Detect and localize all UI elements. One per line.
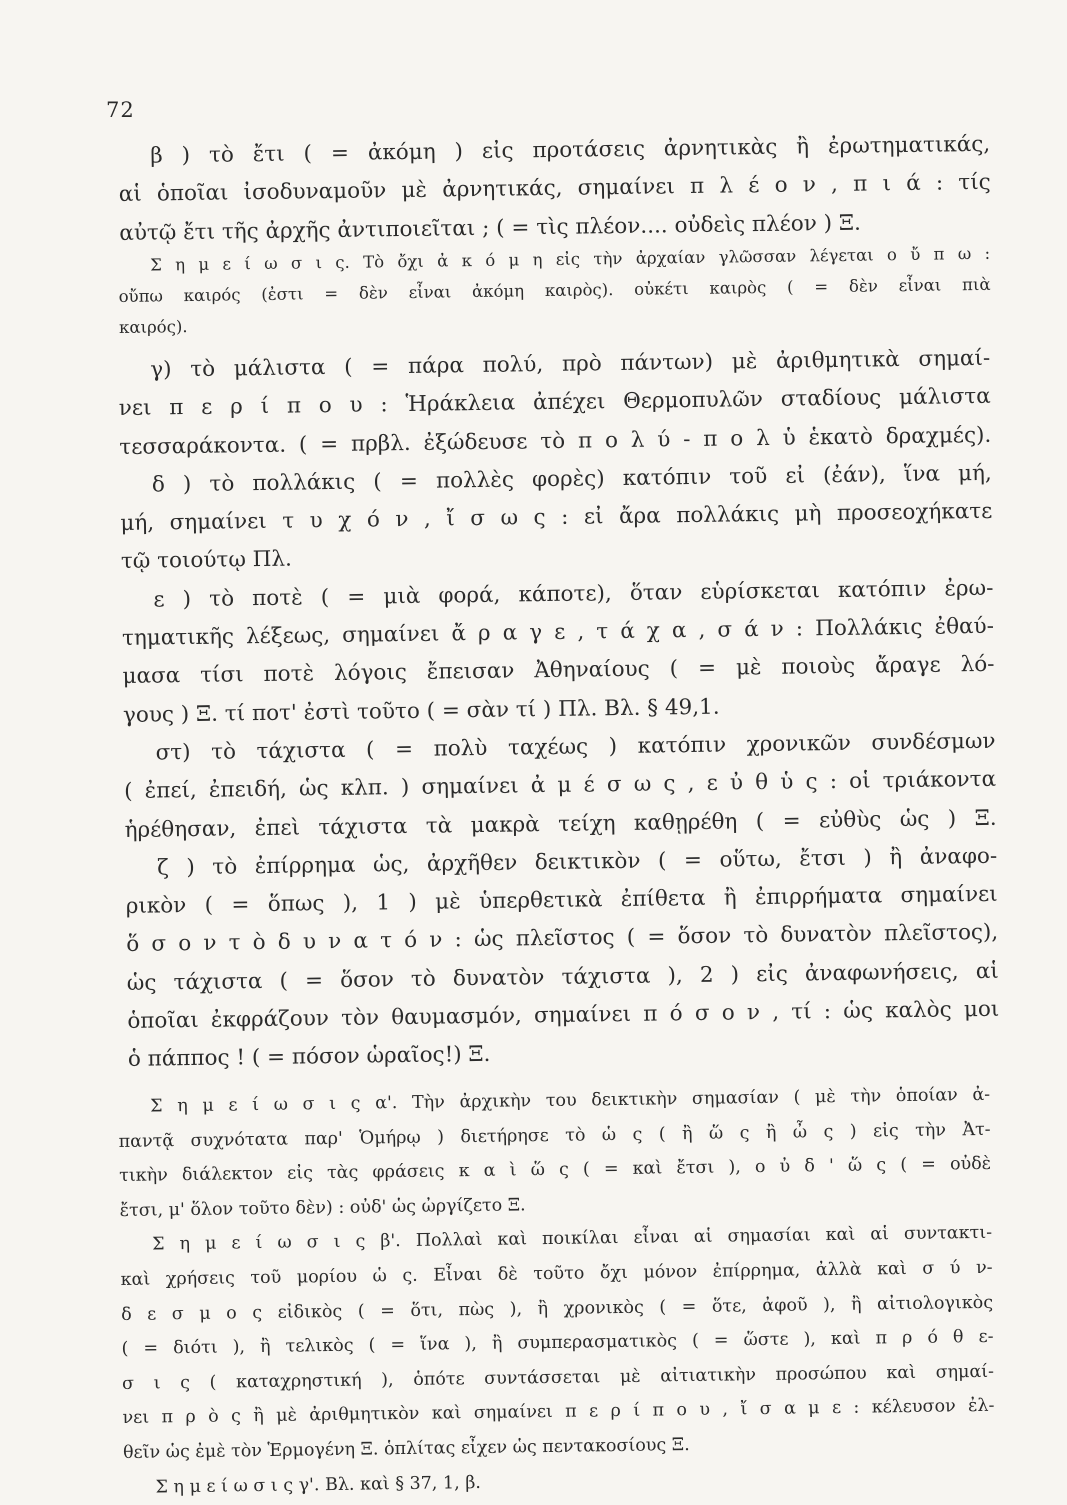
text-line: ἡρέθησαν, ἐπεὶ τάχιστα τὰ μακρὰ τείχη καθῃρέθη ( = εὐθὺς ὡς ) Ξ. [124,805,997,843]
text-line: ρικὸν ( = ὅπως ), 1 ) μὲ ὑπερθετικὰ ἐπίθετα ἢ ἐπιρρήματα σημαίνει [125,881,998,920]
text-line: Σ η μ ε ί ω σ ι ς α'. Τὴν ἀρχικὴν του δεικτικὴν σημασίαν ( μὲ τὴν ὁποίαν ἀ- [150,1084,991,1117]
text-line: τηματικῆς λέξεως, σημαίνει ἄ ρ α γ ε , τ ά χ α , σ ά ν : Πολλάκις ἐθαύ- [121,613,995,652]
text-line: ε ) τὸ ποτὲ ( = μιὰ φορά, κάποτε), ὅταν εὑρίσκεται κατόπιν ἐρω- [153,575,994,613]
text-line: νει π ε ρ ί π ο υ : Ἡράκλεια ἀπέχει Θερμοπυλῶν σταδίους μάλιστα [118,384,991,422]
text-line: καὶ χρήσεις τοῦ μορίου ὡ ς. Εἶναι δὲ τοῦτο ὄχι μόνον ἐπίρρημα, ἀλλὰ καὶ σ ύ ν- [120,1257,993,1290]
text-line: ὅ σ ο ν τ ὸ δ υ ν α τ ό ν : ὡς πλεῖστος ( = ὅσον τὸ δυνατὸν πλεῖστος), [126,920,999,958]
text-line: αἱ ὁποῖαι ἰσοδυναμοῦν μὲ ἀρνητικάς, σημαίνει π λ έ ο ν , π ι ά : τίς [118,170,991,208]
page-number: 72 [106,98,135,122]
text-line: τῷ τοιούτῳ Πλ. [120,547,293,575]
text-line: τεσσαράκοντα. ( = πρβλ. ἐξώδευσε τὸ π ο λ ύ - π ο λ ὑ ἑκατὸ δραχμές). [119,422,992,460]
section-beta [118,126,992,253]
text-line: αὐτῷ ἔτι τῆς ἀρχῆς ἀντιποιεῖται ; ( = τὶς πλέον.... οὐδεὶς πλέον ) Ξ. [119,210,861,246]
text-line: ὡς τάχιστα ( = ὅσον τὸ δυνατὸν τάχιστα ), 2 ) εἰς ἀναφωνήσεις, αἱ [126,958,999,996]
text-line: παντᾷ συχνότατα παρ' Ὁμήρῳ ) διετήρησε τὸ ὡ ς ( ἢ ὥ ς ἢ ὦ ς ) εἰς τὴν Ἀτ- [118,1119,991,1152]
text-line: καιρός). [118,317,188,337]
text-line: δ ε σ μ ο ς εἰδικὸς ( = ὅτι, πὼς ), ἢ χρονικὸς ( = ὅτε, ἀφοῦ ), ἢ αἰτιολογικὸς [120,1292,994,1325]
text-line: σ ι ς ( καταχρηστική ), ὁπότε συντάσσεται μὲ αἰτιατικὴν προσώπου καὶ σημαί- [121,1361,995,1394]
text-line: γ) τὸ μάλιστα ( = πάρα πολύ, πρὸ πάντων) μὲ ἀριθμητικὰ σημαί- [150,345,991,383]
note-1 [118,238,991,343]
notes-alpha-beta-gamma [118,1078,996,1505]
text-line: στ) τὸ τάχιστα ( = πολὺ ταχέως ) κατόπιν χρονικῶν συνδέσμων [155,728,996,766]
text-line: ἔτσι, μ' ὅλον τοῦτο δὲν) : οὐδ' ὡς ὠργίζετο Ξ. [119,1195,526,1221]
text-line: θεῖν ὡς ἐμὲ τὸν Ἑρμογένη Ξ. ὁπλίτας εἶχεν ὡς πεντακοσίους Ξ. [122,1434,690,1463]
text-line: μασα τίσι ποτὲ λόγοις ἔπεισαν Ἀθηναίους ( = μὲ ποιοὺς ἄραγε λό- [122,652,995,690]
text-line: β ) τὸ ἔτι ( = ἀκόμη ) εἰς προτάσεις ἀρνητικὰς ἢ ἐρωτηματικάς, [150,131,991,169]
text-line: Σ η μ ε ί ω σ ι ς. Τὸ ὄχι ἀ κ ό μ η εἰς τὴν ἀρχαίαν γλῶσσαν λέγεται ο ὔ π ω : [150,243,991,275]
text-line: ζ ) τὸ ἐπίρρημα ὡς, ἀρχῆθεν δεικτικὸν ( = οὕτω, ἔτσι ) ἢ ἀναφο- [157,843,998,881]
text-line: ( ἐπεί, ἐπειδή, ὡς κλπ. ) σημαίνει ἀ μ έ σ ω ς , ε ὐ θ ὑ ς : οἱ τριάκοντα [123,767,997,805]
text-line: οὔπω καιρός (ἐστι = δὲν εἶναι ἀκόμη καιρὸς). οὐκέτι καιρὸς ( = δὲν εἶναι πιὰ [118,274,991,306]
text-line: νει π ρ ὸ ς ἢ μὲ ἀριθμητικὸν καὶ σημαίνει π ε ρ ί π ο υ , ἴ σ α μ ε : κέλευσον ἐλ- [122,1396,995,1429]
text-line: ὁποῖαι ἐκφράζουν τὸν θαυμασμόν, σημαίνει π ό σ ο ν , τί : ὡς καλὸς μοι [127,996,1000,1034]
text-line: τικὴν διάλεκτον εἰς τὰς φράσεις κ α ὶ ὥ ς ( = καὶ ἔτσι ), ο ὐ δ ' ὥ ς ( = οὐδὲ [119,1154,992,1187]
text-line: ὁ πάππος ! ( = πόσον ὡραῖος!) Ξ. [127,1042,491,1073]
text-line: Σ η μ ε ί ω σ ι ς β'. Πολλαὶ καὶ ποικίλαι εἶναι αἱ σημασίαι καὶ αἱ συντακτι- [152,1223,993,1255]
text-line: δ ) τὸ πολλάκις ( = πολλὲς φορὲς) κατόπιν τοῦ εἰ (ἐάν), ἵνα μή, [151,460,992,498]
text-line: ( = διότι ), ἢ τελικὸς ( = ἵνα ), ἢ συμπερασματικὸς ( = ὥστε ), καὶ π ρ ό θ ε- [121,1326,994,1360]
text-line: μή, σημαίνει τ υ χ ό ν , ἴ σ ω ς : εἰ ἄρα πολλάκις μὴ προσεοχήκατε [120,498,993,537]
text-line: γους ) Ξ. τί ποτ' ἐστὶ τοῦτο ( = σὰν τί ) Πλ. Βλ. § 49,1. [122,694,720,728]
text-line: Σ η μ ε ί ω σ ι ς γ'. Βλ. καὶ § 37, 1, β. [155,1472,482,1498]
sections-gamma-zeta [118,340,1000,1080]
